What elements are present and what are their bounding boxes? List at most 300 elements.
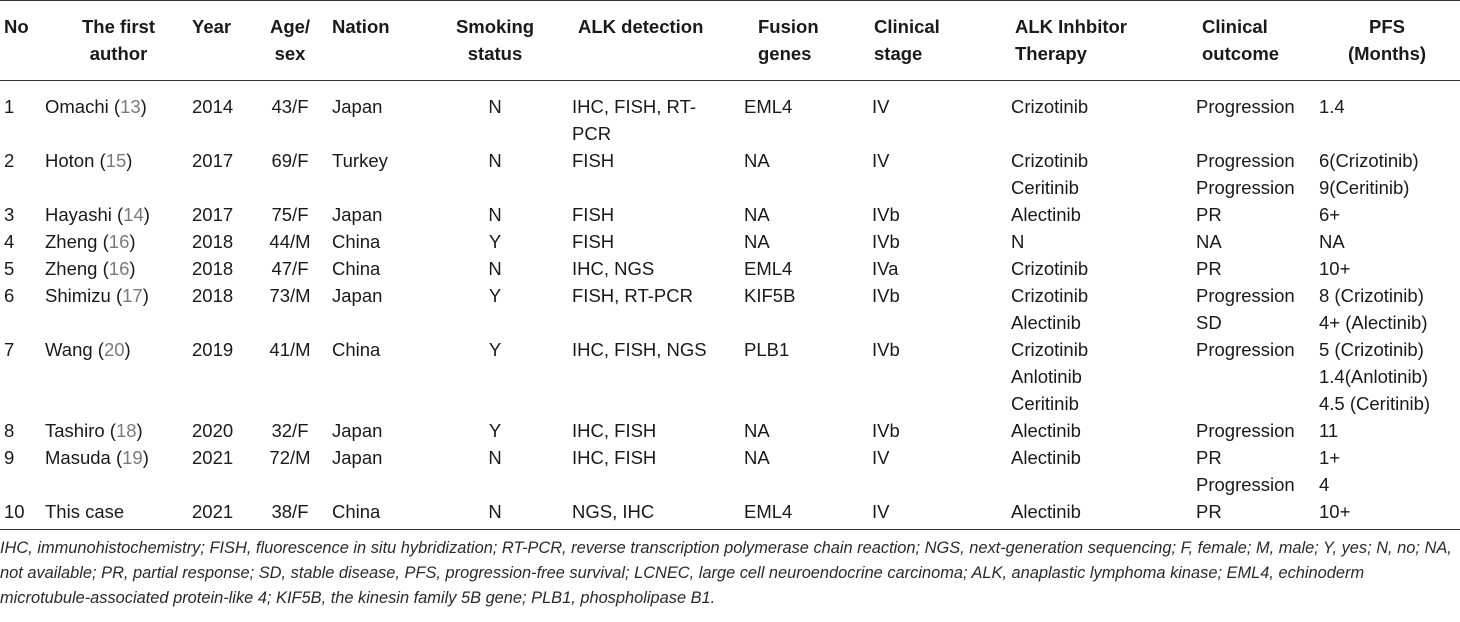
cell-text: 43/F (271, 96, 309, 117)
cell-stage (866, 282, 990, 336)
cell-nation (328, 81, 420, 148)
cell-text: Crizotinib (1011, 339, 1089, 360)
cell-text: FISH, RT-PCR (572, 285, 693, 306)
cell-text: 2018 (192, 231, 234, 252)
cell-text: IHC, FISH, NGS (572, 339, 707, 360)
cell-text: 75/F (271, 204, 309, 225)
cell-year (192, 417, 252, 444)
cell-therapy (990, 201, 1184, 228)
cell-no (0, 444, 45, 498)
header-row (0, 1, 1460, 81)
cell-text: N (488, 96, 502, 117)
cell-text: IHC, FISH, RT- (572, 96, 697, 117)
cell-text: EML4 (744, 258, 793, 279)
cell-text: IVb (872, 231, 900, 252)
cell-author: Hayashi (14) (45, 204, 150, 225)
cell-text: IVb (872, 420, 900, 441)
cell-text: Alectinib (1011, 204, 1081, 225)
cell-stage (866, 255, 990, 282)
cell-text: 2017 (192, 150, 234, 171)
cell-text: IHC, FISH (572, 420, 657, 441)
cell-text: IVa (872, 258, 899, 279)
reference-link[interactable]: 20 (103, 339, 125, 360)
cell-text: N (488, 447, 502, 468)
cell-agesex (252, 282, 328, 336)
cell-fusion (738, 417, 866, 444)
cell-smoking (420, 228, 570, 255)
cell-text: NA (744, 231, 770, 252)
cell-text: Alectinib (1011, 447, 1081, 468)
cell-nation (328, 444, 420, 498)
cell-agesex (252, 417, 328, 444)
column-header-label: Fusion (758, 16, 819, 37)
cell-fusion (738, 498, 866, 530)
cell-alk (570, 147, 738, 201)
cell-text: 32/F (271, 420, 309, 441)
cell-text: China (332, 231, 381, 252)
cell-agesex (252, 228, 328, 255)
cell-outcome (1184, 417, 1314, 444)
cell-text: Crizotinib (1011, 285, 1089, 306)
table-row (0, 201, 1460, 228)
cell-agesex (252, 336, 328, 417)
column-header-smoking (420, 1, 570, 81)
cell-nation (328, 147, 420, 201)
cell-nation (328, 255, 420, 282)
cell-text: 7 (4, 339, 15, 360)
column-header-label: Clinical (874, 16, 940, 37)
cell-pfs (1314, 282, 1460, 336)
author-name: Zheng (45, 258, 98, 279)
column-header-label: Nation (332, 16, 390, 37)
cell-fusion (738, 444, 866, 498)
cell-stage (866, 201, 990, 228)
cell-agesex (252, 444, 328, 498)
cell-text: 38/F (271, 501, 309, 522)
cell-text: EML4 (744, 501, 793, 522)
cell-fusion (738, 282, 866, 336)
cell-text: 72/M (269, 447, 311, 468)
cell-text: NA (744, 420, 770, 441)
cell-pfs (1314, 81, 1460, 148)
cell-smoking (420, 417, 570, 444)
cell-text: 1.4 (1319, 96, 1345, 117)
cell-text: 44/M (269, 231, 311, 252)
cell-text: Ceritinib (1011, 177, 1079, 198)
column-header-label: status (467, 43, 523, 64)
reference-link[interactable]: 15 (105, 150, 127, 171)
cell-nation (328, 201, 420, 228)
cell-text: 1+ (1319, 447, 1341, 468)
table-row (0, 417, 1460, 444)
cell-nation (328, 417, 420, 444)
cell-therapy (990, 444, 1184, 498)
column-header-alk (570, 1, 738, 81)
cell-alk (570, 81, 738, 148)
cell-author: Omachi (13) (45, 96, 147, 117)
cell-text: PR (1196, 204, 1222, 225)
cell-text: Japan (332, 420, 383, 441)
cell-year (192, 255, 252, 282)
cell-text: 10+ (1319, 501, 1351, 522)
cell-text: SD (1196, 312, 1222, 333)
cell-no (0, 336, 45, 417)
cell-pfs (1314, 417, 1460, 444)
table-row (0, 81, 1460, 148)
author-name: Masuda (45, 447, 111, 468)
reference-link[interactable]: 16 (108, 231, 130, 252)
column-header-stage (866, 1, 990, 81)
cell-text: Progression (1196, 474, 1295, 495)
cell-therapy (990, 255, 1184, 282)
cell-text: Y (488, 339, 502, 360)
cell-stage (866, 417, 990, 444)
reference-link[interactable]: 19 (122, 447, 143, 468)
cell-text: NA (744, 150, 770, 171)
cell-text: Japan (332, 96, 383, 117)
cell-text: 69/F (271, 150, 309, 171)
cell-text: IV (872, 150, 890, 171)
cell-text: Alectinib (1011, 501, 1081, 522)
cell-text: PR (1196, 447, 1222, 468)
author-name: Zheng (45, 231, 98, 252)
cell-outcome (1184, 147, 1314, 201)
cell-no (0, 201, 45, 228)
cell-smoking (420, 255, 570, 282)
cell-text: Progression (1196, 177, 1295, 198)
cell-text: 8 (Crizotinib) (1319, 285, 1424, 306)
cell-text: N (488, 501, 502, 522)
cell-nation (328, 336, 420, 417)
cell-therapy (990, 228, 1184, 255)
column-header-label: Therapy (1015, 43, 1087, 64)
cell-text: 6 (4, 285, 15, 306)
cell-text: China (332, 339, 381, 360)
cell-agesex (252, 255, 328, 282)
cell-text: FISH (572, 150, 615, 171)
cell-author: Zheng (16) (45, 231, 136, 252)
cell-author: Masuda (19) (45, 447, 149, 468)
cell-text: Anlotinib (1011, 366, 1082, 387)
cell-stage (866, 228, 990, 255)
cell-text: Turkey (332, 150, 388, 171)
cell-text: 4+ (Alectinib) (1319, 312, 1428, 333)
cell-therapy (990, 282, 1184, 336)
cell-text: 9(Ceritinib) (1319, 177, 1410, 198)
table-row (0, 336, 1460, 417)
cell-year (192, 147, 252, 201)
cell-text: 11 (1319, 420, 1339, 441)
cell-outcome (1184, 228, 1314, 255)
cell-smoking (420, 498, 570, 530)
reference-link[interactable]: 14 (123, 204, 144, 225)
cell-text: Progression (1196, 150, 1295, 171)
cell-pfs (1314, 444, 1460, 498)
cell-text: 9 (4, 447, 15, 468)
cell-year (192, 282, 252, 336)
cell-text: N (488, 258, 502, 279)
cell-nation (328, 228, 420, 255)
cell-outcome (1184, 498, 1314, 530)
column-header-label: No (4, 16, 29, 37)
cell-year (192, 228, 252, 255)
cell-alk (570, 417, 738, 444)
cell-pfs (1314, 228, 1460, 255)
cell-text: NGS, IHC (572, 501, 655, 522)
cell-fusion (738, 336, 866, 417)
column-header-label: PFS (1369, 16, 1405, 37)
cell-text: Y (488, 285, 502, 306)
cell-alk (570, 228, 738, 255)
column-header-outcome (1184, 1, 1314, 81)
cell-text: China (332, 258, 381, 279)
cell-alk (570, 498, 738, 530)
cell-outcome (1184, 336, 1314, 417)
cell-alk (570, 201, 738, 228)
table-footnote: IHC, immunohistochemistry; FISH, fluorescence in situ hybridization; RT-PCR, reverse transcription polymerase chain reaction; NGS, next-generation sequencing; F, female; M, male; Y, yes; N, no; NA, not available; PR, partial response; SD, stable disease, PFS, progression-free survival; LCNEC, large cell neuroendocrine carcinoma; ALK, anaplastic lymphoma kinase; EML4, echinoderm microtubule-associated protein-like 4; KIF5B, the kinesin family 5B gene; PLB1, phospholipase B1. (0, 539, 1452, 607)
cell-text: 1.4(Anlotinib) (1319, 366, 1429, 387)
cell-outcome (1184, 282, 1314, 336)
cell-pfs (1314, 336, 1460, 417)
cell-text: Crizotinib (1011, 258, 1089, 279)
cell-nation (328, 282, 420, 336)
cell-fusion (738, 201, 866, 228)
cell-text: NA (744, 204, 770, 225)
cell-fusion (738, 81, 866, 148)
reference-link[interactable]: 16 (108, 258, 130, 279)
column-header-pfs (1314, 1, 1460, 81)
cell-text: IHC, FISH (572, 447, 657, 468)
column-header-therapy (990, 1, 1184, 81)
cell-no (0, 255, 45, 282)
cell-stage (866, 336, 990, 417)
author-name: Hoton (45, 150, 95, 171)
cell-text: PR (1196, 258, 1222, 279)
cell-year (192, 498, 252, 530)
cell-fusion (738, 255, 866, 282)
cell-stage (866, 444, 990, 498)
cell-no (0, 147, 45, 201)
cell-text: FISH (572, 204, 615, 225)
column-header-nation (328, 1, 420, 81)
cell-no (0, 228, 45, 255)
column-header-fusion (738, 1, 866, 81)
author-name: Omachi (45, 96, 109, 117)
cell-text: 2018 (192, 258, 234, 279)
author-name: Shimizu (45, 285, 111, 306)
cell-text: PLB1 (744, 339, 790, 360)
cell-smoking (420, 81, 570, 148)
cell-text: 1 (4, 96, 15, 117)
cell-year (192, 201, 252, 228)
column-header-label: genes (758, 43, 812, 64)
cell-text: 2019 (192, 339, 234, 360)
cell-smoking (420, 282, 570, 336)
column-header-label: Smoking (455, 16, 535, 37)
cell-text: 5 (4, 258, 15, 279)
table-row (0, 255, 1460, 282)
cell-year (192, 81, 252, 148)
cell-agesex (252, 498, 328, 530)
column-header-year (192, 1, 252, 81)
cell-text: Y (488, 420, 502, 441)
cell-outcome (1184, 201, 1314, 228)
cell-text: 2017 (192, 204, 234, 225)
cell-text: 2014 (192, 96, 234, 117)
cell-stage (866, 498, 990, 530)
cell-alk (570, 336, 738, 417)
column-header-label: (Months) (1347, 43, 1427, 64)
cell-text: 2021 (192, 447, 234, 468)
cell-alk (570, 255, 738, 282)
cell-text: 41/M (269, 339, 311, 360)
column-header-label: stage (874, 43, 923, 64)
cell-therapy (990, 336, 1184, 417)
cell-therapy (990, 147, 1184, 201)
cell-text: 10 (4, 501, 25, 522)
cell-text: EML4 (744, 96, 793, 117)
column-header-label: ALK Inhbitor (1015, 16, 1128, 37)
cell-text: 47/F (271, 258, 309, 279)
cell-text: 6+ (1319, 204, 1341, 225)
cell-text: IVb (872, 285, 900, 306)
cell-text: 2 (4, 150, 15, 171)
cell-text: Japan (332, 204, 383, 225)
cell-text: 2020 (192, 420, 234, 441)
cell-year (192, 336, 252, 417)
column-header-label: ALK detection (578, 16, 704, 37)
cell-fusion (738, 228, 866, 255)
cell-stage (866, 81, 990, 148)
cell-pfs (1314, 255, 1460, 282)
cell-text: 4.5 (Ceritinib) (1319, 393, 1431, 414)
cell-text: Alectinib (1011, 312, 1081, 333)
cell-no (0, 81, 45, 148)
cell-author: Hoton (15) (45, 150, 133, 171)
column-header-label: Year (192, 16, 232, 37)
cell-text: PR (1196, 501, 1222, 522)
cell-text: N (488, 150, 502, 171)
cell-text: 4 (1319, 474, 1330, 495)
cell-outcome (1184, 255, 1314, 282)
column-header-label: Clinical (1202, 16, 1268, 37)
cell-agesex (252, 201, 328, 228)
author-name: This case (45, 501, 125, 522)
cell-year (192, 444, 252, 498)
table-row (0, 228, 1460, 255)
cell-text: IV (872, 501, 890, 522)
cell-text: N (488, 204, 502, 225)
cell-agesex (252, 81, 328, 148)
cell-text: IV (872, 96, 890, 117)
cell-alk (570, 444, 738, 498)
cell-text: 6(Crizotinib) (1319, 150, 1419, 171)
cell-smoking (420, 444, 570, 498)
cell-text: PCR (572, 123, 612, 144)
cell-text: IVb (872, 204, 900, 225)
cell-text: 2021 (192, 501, 234, 522)
cell-author (45, 498, 192, 530)
table-body (0, 81, 1460, 530)
cell-text: Alectinib (1011, 420, 1081, 441)
cell-text: 73/M (269, 285, 311, 306)
cell-text: IV (872, 447, 890, 468)
column-header-label: author (89, 43, 148, 64)
cell-therapy (990, 417, 1184, 444)
cell-text: Crizotinib (1011, 150, 1089, 171)
reference-link[interactable]: 18 (115, 420, 137, 441)
column-header-label: The first (82, 16, 155, 37)
author-name: Hayashi (45, 204, 112, 225)
cell-text: Crizotinib (1011, 96, 1089, 117)
cell-text: Ceritinib (1011, 393, 1079, 414)
cell-text: NA (744, 447, 770, 468)
cell-author: Tashiro (18) (45, 420, 143, 441)
cell-pfs (1314, 201, 1460, 228)
column-header-label: sex (274, 43, 306, 64)
cell-text: NA (1319, 231, 1345, 252)
cell-no (0, 417, 45, 444)
author-name: Tashiro (45, 420, 105, 441)
cell-author: Zheng (16) (45, 258, 136, 279)
cell-pfs (1314, 147, 1460, 201)
cell-text: Progression (1196, 96, 1295, 117)
cell-agesex (252, 147, 328, 201)
column-header-label: outcome (1202, 43, 1280, 64)
reference-link[interactable]: 13 (120, 96, 141, 117)
cell-text: 8 (4, 420, 15, 441)
cell-stage (866, 147, 990, 201)
reference-link[interactable]: 17 (122, 285, 143, 306)
cell-outcome (1184, 81, 1314, 148)
cell-text: 10+ (1319, 258, 1351, 279)
cell-author: Shimizu (17) (45, 285, 149, 306)
cell-text: 4 (4, 231, 15, 252)
cell-therapy (990, 498, 1184, 530)
column-header-label: Age/ (269, 16, 311, 37)
column-header-author (45, 1, 192, 81)
cell-smoking (420, 147, 570, 201)
cell-text: NA (1196, 231, 1222, 252)
cell-outcome (1184, 444, 1314, 498)
cell-therapy (990, 81, 1184, 148)
cell-text: 2018 (192, 285, 234, 306)
cell-text: Japan (332, 447, 383, 468)
cell-text: IVb (872, 339, 900, 360)
cell-nation (328, 498, 420, 530)
cell-no (0, 498, 45, 530)
cell-text: FISH (572, 231, 615, 252)
cell-text: Progression (1196, 339, 1295, 360)
cell-no (0, 282, 45, 336)
cell-smoking (420, 336, 570, 417)
table-row (0, 147, 1460, 201)
cell-text: China (332, 501, 381, 522)
cell-text: Japan (332, 285, 383, 306)
cell-pfs (1314, 498, 1460, 530)
table-row (0, 498, 1460, 530)
cell-text: 3 (4, 204, 15, 225)
column-header-no (0, 1, 45, 81)
cell-fusion (738, 147, 866, 201)
cell-text: IHC, NGS (572, 258, 655, 279)
cell-text: Progression (1196, 285, 1295, 306)
cell-smoking (420, 201, 570, 228)
cell-author: Wang (20) (45, 339, 131, 360)
cell-alk (570, 282, 738, 336)
table-row (0, 444, 1460, 498)
cell-text: KIF5B (744, 285, 796, 306)
